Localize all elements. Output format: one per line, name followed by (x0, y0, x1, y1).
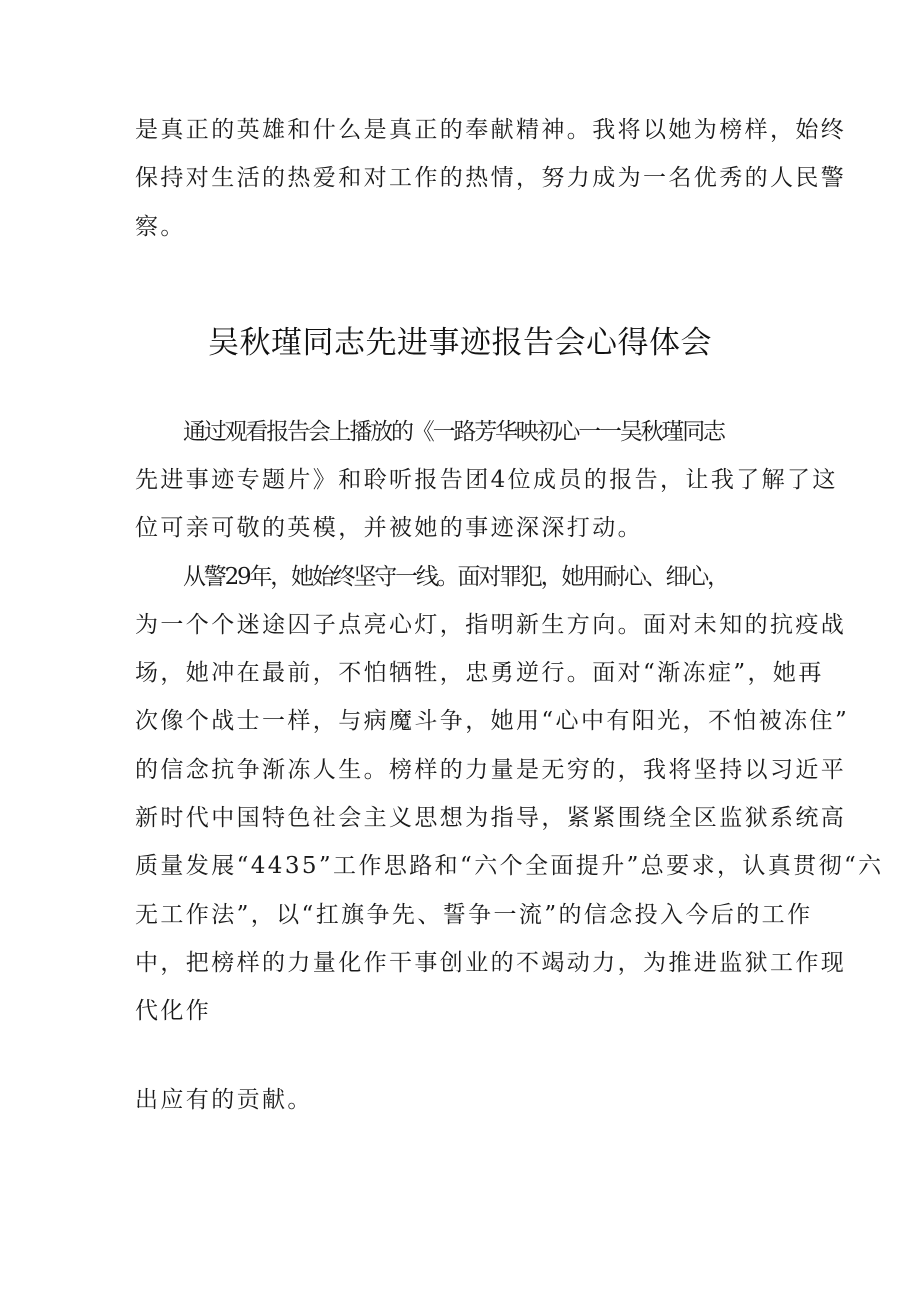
paragraph-2-line-7: 质量发展“4435”工作思路和“六个全面提升”总要求，认真贯彻“六 (135, 853, 884, 879)
prev-section-line-1: 是真正的英雄和什么是真正的奉献精神。我将以她为榜样，始终 (135, 117, 847, 143)
prev-section-line-3: 察。 (135, 214, 186, 240)
paragraph-2-line-5: 的信念抗争渐冻人生。榜样的力量是无穷的，我将坚持以习近平 (135, 757, 847, 783)
document-title: 吴秋瑾同志先进事迹报告会心得体会 (208, 325, 712, 361)
paragraph-1-line-3: 位可亲可敬的英模，并被她的事迹深深打动。 (135, 515, 643, 541)
paragraph-2-line-6: 新时代中国特色社会主义思想为指导，紧紧围绕全区监狱系统高 (135, 805, 847, 831)
tail-line-1: 出应有的贡献。 (135, 1087, 313, 1113)
prev-section-line-2: 保持对生活的热爱和对工作的热情，努力成为一名优秀的人民警 (135, 165, 847, 191)
paragraph-2-line-3: 场，她冲在最前，不怕牺牲，忠勇逆行。面对“渐冻症”，她再 (135, 660, 824, 686)
paragraph-1-line-2: 先进事迹专题片》和聆听报告团4位成员的报告，让我了解了这 (135, 467, 838, 493)
paragraph-2-line-10: 代化作 (135, 998, 212, 1024)
paragraph-2-line-8: 无工作法”，以“扛旗争先、誓争一流”的信念投入今后的工作 (135, 902, 813, 928)
paragraph-2-line-4: 次像个战士一样，与病魔斗争，她用“心中有阳光，不怕被冻住” (135, 708, 850, 734)
paragraph-2-line-1: 从警29年，她始终坚守一线。面对罪犯，她用耐心、细心， (183, 564, 728, 590)
paragraph-2-line-9: 中，把榜样的力量化作干事创业的不竭动力，为推进监狱工作现 (135, 950, 847, 976)
paragraph-1-line-1: 通过观看报告会上播放的《一路芳华映初心一一吴秋瑾同志 (183, 419, 724, 445)
paragraph-2-line-2: 为一个个迷途囚子点亮心灯，指明新生方向。面对未知的抗疫战 (135, 612, 847, 638)
